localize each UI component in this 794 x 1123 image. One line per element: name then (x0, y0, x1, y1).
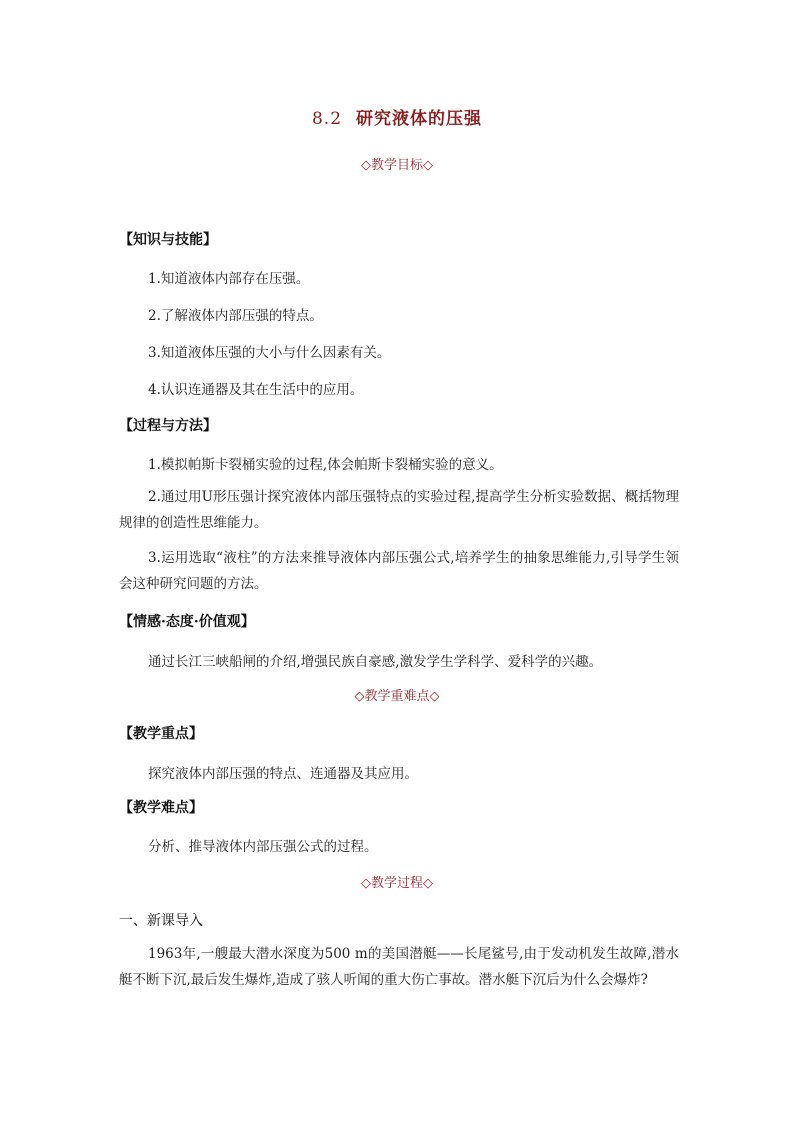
focus-heading: 【教学重点】 (119, 726, 203, 742)
intro-text: 1963年,一艘最大潜水深度为500 m的美国潜艇——长尾鲨号,由于发动机发生故障,潜水艇不断下沉,最后发生爆炸,造成了骇人听闻的重大伤亡事故。潜水艇下沉后为什么会爆炸? (119, 946, 679, 988)
focus-text: 探究液体内部压强的特点、连通器及其应用。 (148, 766, 418, 782)
method-item-1: 1.模拟帕斯卡裂桶实验的过程,体会帕斯卡裂桶实验的意义。 (148, 457, 503, 473)
difficulty-heading: 【教学难点】 (119, 800, 203, 816)
method-heading: 【过程与方法】 (119, 418, 217, 434)
method-item-2: 2.通过用U形压强计探究液体内部压强特点的实验过程,提高学生分析实验数据、概括物理规律的创造性思维能力。 (119, 489, 679, 531)
knowledge-item-1: 1.知道液体内部存在压强。 (148, 271, 310, 287)
knowledge-item-2: 2.了解液体内部压强的特点。 (148, 308, 323, 324)
section-heading-key-points: ◇教学重难点◇ (354, 689, 440, 704)
knowledge-item-3: 3.知道液体压强的大小与什么因素有关。 (148, 345, 391, 361)
intro-heading: 一、新课导入 (119, 913, 203, 929)
page-title (0, 104, 794, 129)
difficulty-text: 分析、推导液体内部压强公式的过程。 (148, 839, 378, 855)
method-item-3: 3.运用选取“液柱”的方法来推导液体内部压强公式,培养学生的抽象思维能力,引导学生领会这种研究问题的方法。 (119, 550, 679, 592)
section-heading-objectives: ◇教学目标◇ (361, 158, 433, 173)
emotion-text: 通过长江三峡船闸的介绍,增强民族自豪感,激发学生学科学、爱科学的兴趣。 (148, 654, 603, 670)
title-number: 8.2 (311, 109, 343, 129)
emotion-heading: 【情感·态度·价值观】 (119, 614, 255, 630)
knowledge-item-4: 4.认识连通器及其在生活中的应用。 (148, 382, 364, 398)
section-heading-process: ◇教学过程◇ (361, 876, 433, 891)
knowledge-heading: 【知识与技能】 (119, 232, 217, 248)
title-text: 研究液体的压强 (356, 109, 483, 129)
